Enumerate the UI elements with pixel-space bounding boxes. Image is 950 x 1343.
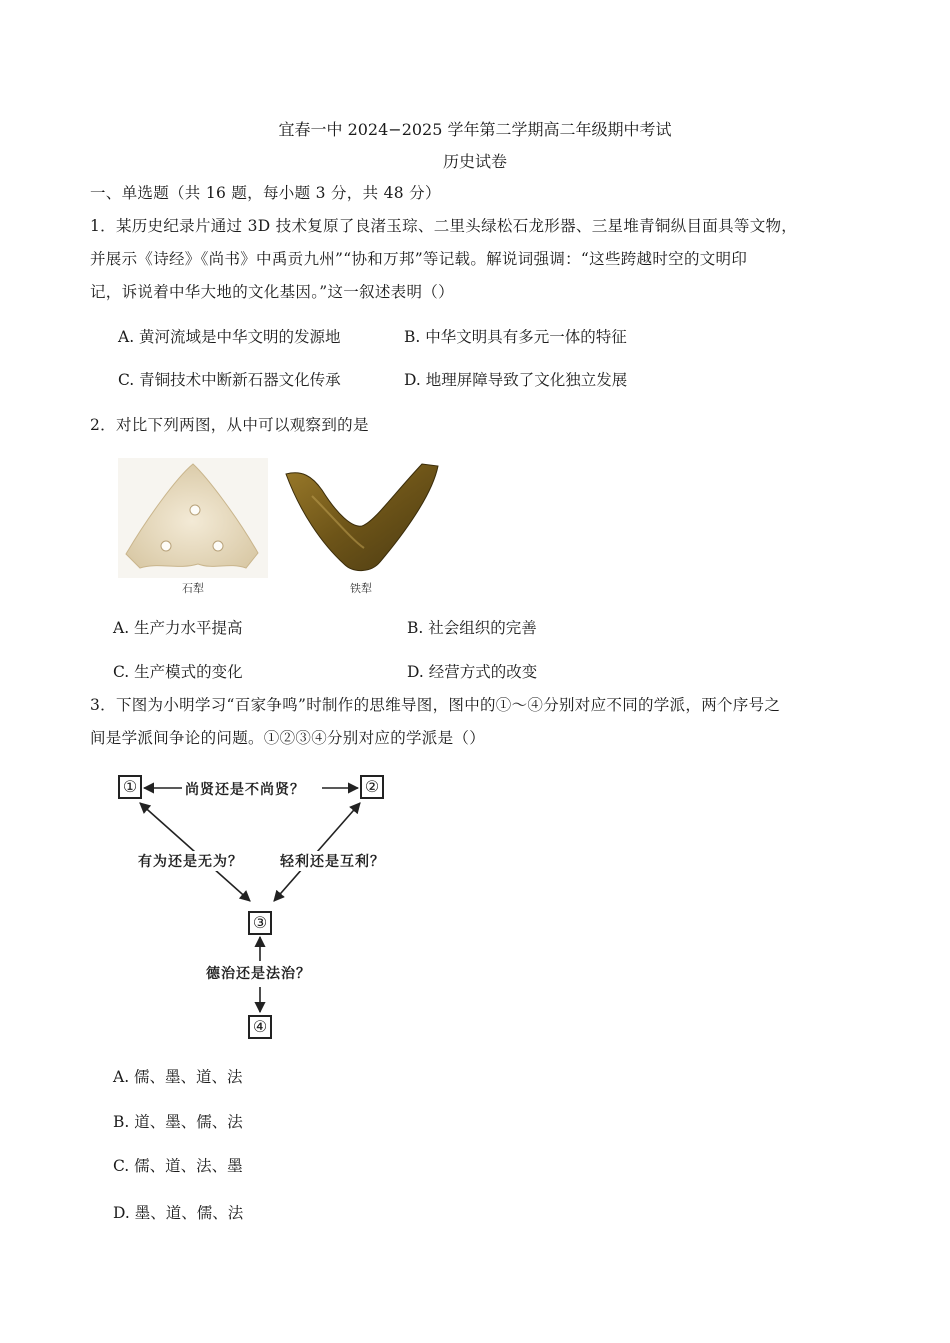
section-heading: 一、单选题（共 16 题，每小题 3 分，共 48 分）: [90, 184, 441, 202]
node-2: ②: [360, 775, 384, 799]
option-d[interactable]: D. 经营方式的改变: [407, 663, 538, 681]
edge-label-right: 轻利还是互利？: [280, 851, 385, 871]
stone-plough-caption: 石犁: [182, 582, 204, 595]
question-3-line: 3．下图为小明学习“百家争鸣”时制作的思维导图，图中的①～④分别对应不同的学派，两个序号之: [90, 696, 781, 714]
option-a[interactable]: A. 生产力水平提高: [113, 619, 243, 637]
edge-label-top: 尚贤还是不尚贤？: [185, 782, 305, 798]
edge-label-left: 有为还是无为？: [138, 851, 243, 871]
node-4: ④: [248, 1015, 272, 1039]
option-b[interactable]: B. 道、墨、儒、法: [113, 1113, 243, 1131]
node-3: ③: [248, 911, 272, 935]
option-c[interactable]: C. 青铜技术中断新石器文化传承: [118, 371, 341, 389]
question-2-stem: 2．对比下列两图，从中可以观察到的是: [90, 416, 369, 434]
question-1-line: 记，诉说着中华大地的文化基因。”这一叙述表明（）: [90, 283, 454, 301]
iron-plough-caption: 铁犁: [350, 582, 372, 595]
option-a[interactable]: A. 儒、墨、道、法: [113, 1068, 243, 1086]
option-b[interactable]: B. 社会组织的完善: [407, 619, 537, 637]
mind-map-arrows: [110, 765, 410, 1045]
node-1: ①: [118, 775, 142, 799]
option-c[interactable]: C. 儒、道、法、墨: [113, 1157, 243, 1175]
exam-title: 宜春一中 2024−2025 学年第二学期高二年级期中考试: [278, 120, 672, 139]
option-c[interactable]: C. 生产模式的变化: [113, 663, 243, 681]
option-a[interactable]: A. 黄河流域是中华文明的发源地: [118, 328, 341, 346]
question-3-line: 间是学派间争论的问题。①②③④分别对应的学派是（）: [90, 729, 486, 747]
option-b[interactable]: B. 中华文明具有多元一体的特征: [404, 328, 627, 346]
iron-plough-image: [282, 456, 442, 578]
option-d[interactable]: D. 地理屏障导致了文化独立发展: [404, 371, 628, 389]
exam-subject: 历史试卷: [442, 152, 507, 171]
question-1-line: 并展示《诗经》《尚书》中禹贡九州”“协和万邦”等记载。解说词强调：“这些跨越时空的文明印: [90, 250, 748, 268]
stone-plough-image: [118, 458, 268, 578]
edge-label-bottom: 德治还是法治？: [206, 963, 311, 983]
mind-map-diagram: [110, 765, 410, 1045]
question-1-line: 1．某历史纪录片通过 3D 技术复原了良渚玉琮、二里头绿松石龙形器、三星堆青铜纵目面具等文物，: [90, 217, 798, 235]
option-d[interactable]: D. 墨、道、儒、法: [113, 1204, 244, 1222]
